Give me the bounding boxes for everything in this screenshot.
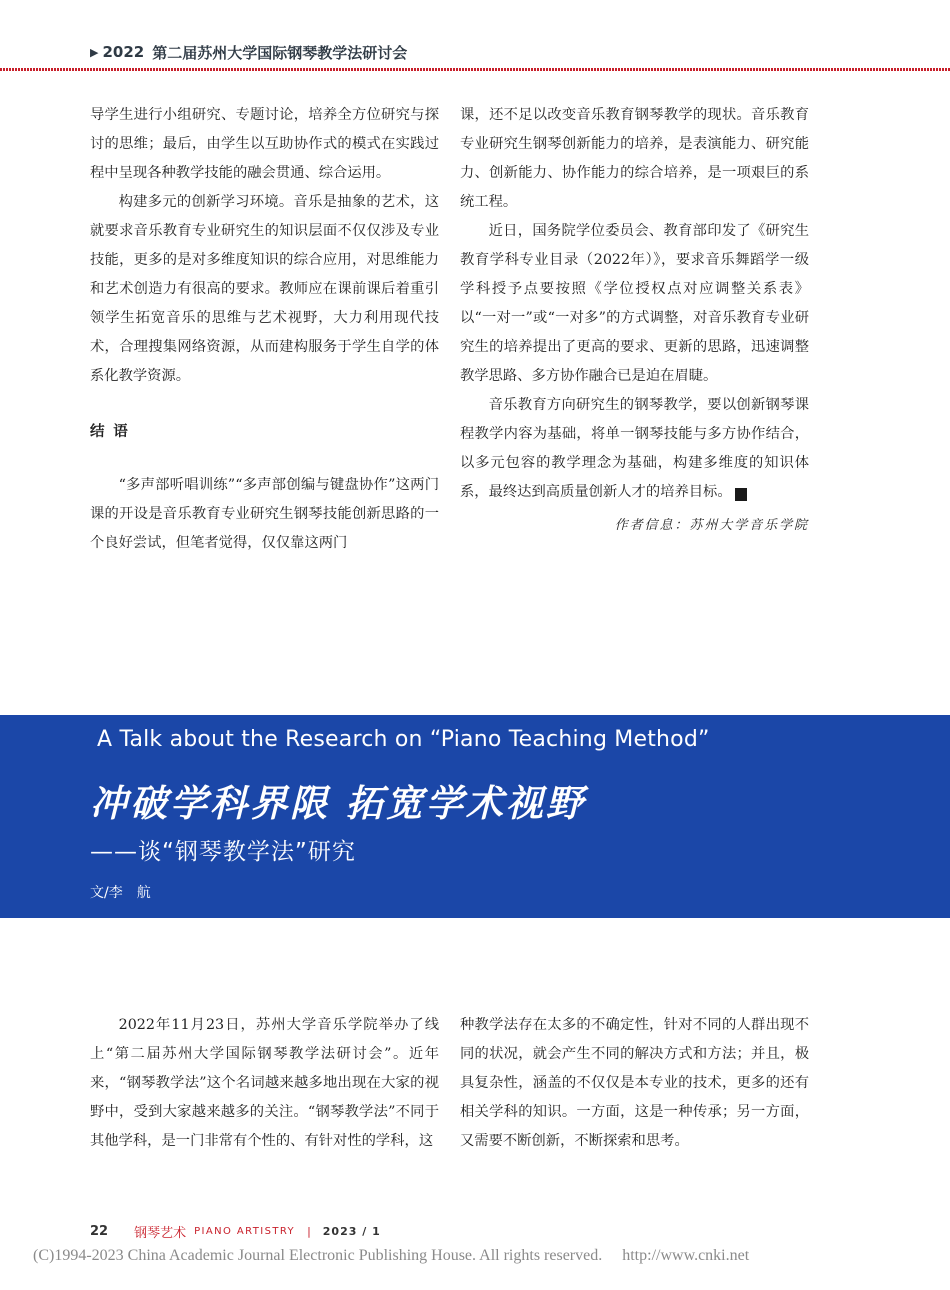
byline: 文/李 航 bbox=[90, 885, 151, 901]
paragraph: 导学生进行小组研究、专题讨论，培养全方位研究与探讨的思维；最后，由学生以互助协作式的模式在实践过程中呈现各种教学技能的融会贯通、综合运用。 bbox=[90, 107, 439, 181]
footer-separator: | bbox=[307, 1225, 311, 1238]
issue-number: 2023 / 1 bbox=[322, 1225, 381, 1238]
section-heading: 结语 bbox=[90, 424, 137, 440]
header-year: 2022 bbox=[102, 43, 145, 61]
article-subtitle: ——谈“钢琴教学法”研究 bbox=[90, 839, 356, 865]
page-footer bbox=[90, 1222, 381, 1241]
paragraph-final bbox=[460, 391, 809, 507]
article-title: 冲破学科界限 拓宽学术视野 bbox=[90, 782, 586, 825]
paragraph-text: 音乐教育方向研究生的钢琴教学，要以创新钢琴课程教学内容为基础，将单一钢琴技能与多方协作结合，以多元包容的教学理念为基础，构建多维度的知识体系，最终达到高质量创新人才的培养目标。 bbox=[460, 397, 809, 500]
lower-right-column bbox=[460, 1011, 809, 1156]
running-header bbox=[90, 40, 407, 64]
paragraph: 种教学法存在太多的不确定性，针对不同的人群出现不同的状况，就会产生不同的解决方式和方法；并且，极具复杂性，涵盖的不仅仅是本专业的技术，更多的还有相关学科的知识。一方面，这是一种传承；另一方面，又需要不断创新，不断探索和思考。 bbox=[460, 1017, 809, 1149]
end-mark-icon: ♪ bbox=[735, 488, 747, 501]
author-info: 作者信息：苏州大学音乐学院 bbox=[614, 518, 809, 533]
paragraph: 近日，国务院学位委员会、教育部印发了《研究生教育学科专业目录（2022年）》，要求音乐舞蹈学一级学科授予点要按照《学位授权点对应调整关系表》以“一对一”或“一对多”的方式调整，对音乐教育专业研究生的培养提出了更高的要求、更新的思路，迅速调整教学思路、多方协作融合已是迫在眉睫。 bbox=[460, 223, 809, 384]
lower-left-column bbox=[90, 1011, 439, 1156]
upper-left-column bbox=[90, 101, 439, 558]
paragraph: “多声部听唱训练”“多声部创编与键盘协作”这两门课的开设是音乐教育专业研究生钢琴技能创新思路的一个良好尝试，但笔者觉得，仅仅靠这两门 bbox=[90, 477, 439, 551]
magazine-name-en: PIANO ARTISTRY bbox=[194, 1226, 296, 1237]
paragraph: 2022年11月23日，苏州大学音乐学院举办了线上“第二届苏州大学国际钢琴教学法研讨会”。近年来，“钢琴教学法”这个名词越来越多地出现在大家的视野中，受到大家越来越多的关注。“钢琴教学法”不同于其他学科，是一门非常有个性的、有针对性的学科，这 bbox=[90, 1017, 439, 1149]
english-title: A Talk about the Research on “Piano Teaching Method” bbox=[97, 727, 710, 752]
copyright-notice: (C)1994-2023 China Academic Journal Electronic Publishing House. All rights reserved. http://www.cnki.net bbox=[33, 1247, 750, 1264]
paragraph: 课，还不足以改变音乐教育钢琴教学的现状。音乐教育专业研究生钢琴创新能力的培养，是表演能力、研究能力、创新能力、协作能力的综合培养，是一项艰巨的系统工程。 bbox=[460, 107, 809, 210]
upper-right-column bbox=[460, 101, 809, 540]
magazine-name: 钢琴艺术 bbox=[134, 1226, 187, 1241]
header-rule bbox=[0, 68, 950, 71]
triangle-right-icon: ▶ bbox=[90, 45, 99, 59]
header-title: 第二届苏州大学国际钢琴教学法研讨会 bbox=[152, 43, 408, 62]
article-title-banner bbox=[0, 715, 950, 918]
page-number: 22 bbox=[90, 1224, 109, 1239]
paragraph: 构建多元的创新学习环境。音乐是抽象的艺术，这就要求音乐教育专业研究生的知识层面不仅仅涉及专业技能，更多的是对多维度知识的综合应用，对思维能力和艺术创造力有很高的要求。教师应在课前课后着重引领学生拓宽音乐的思维与艺术视野，大力利用现代技术，合理搜集网络资源，从而建构服务于学生自学的体系化教学资源。 bbox=[90, 194, 439, 384]
